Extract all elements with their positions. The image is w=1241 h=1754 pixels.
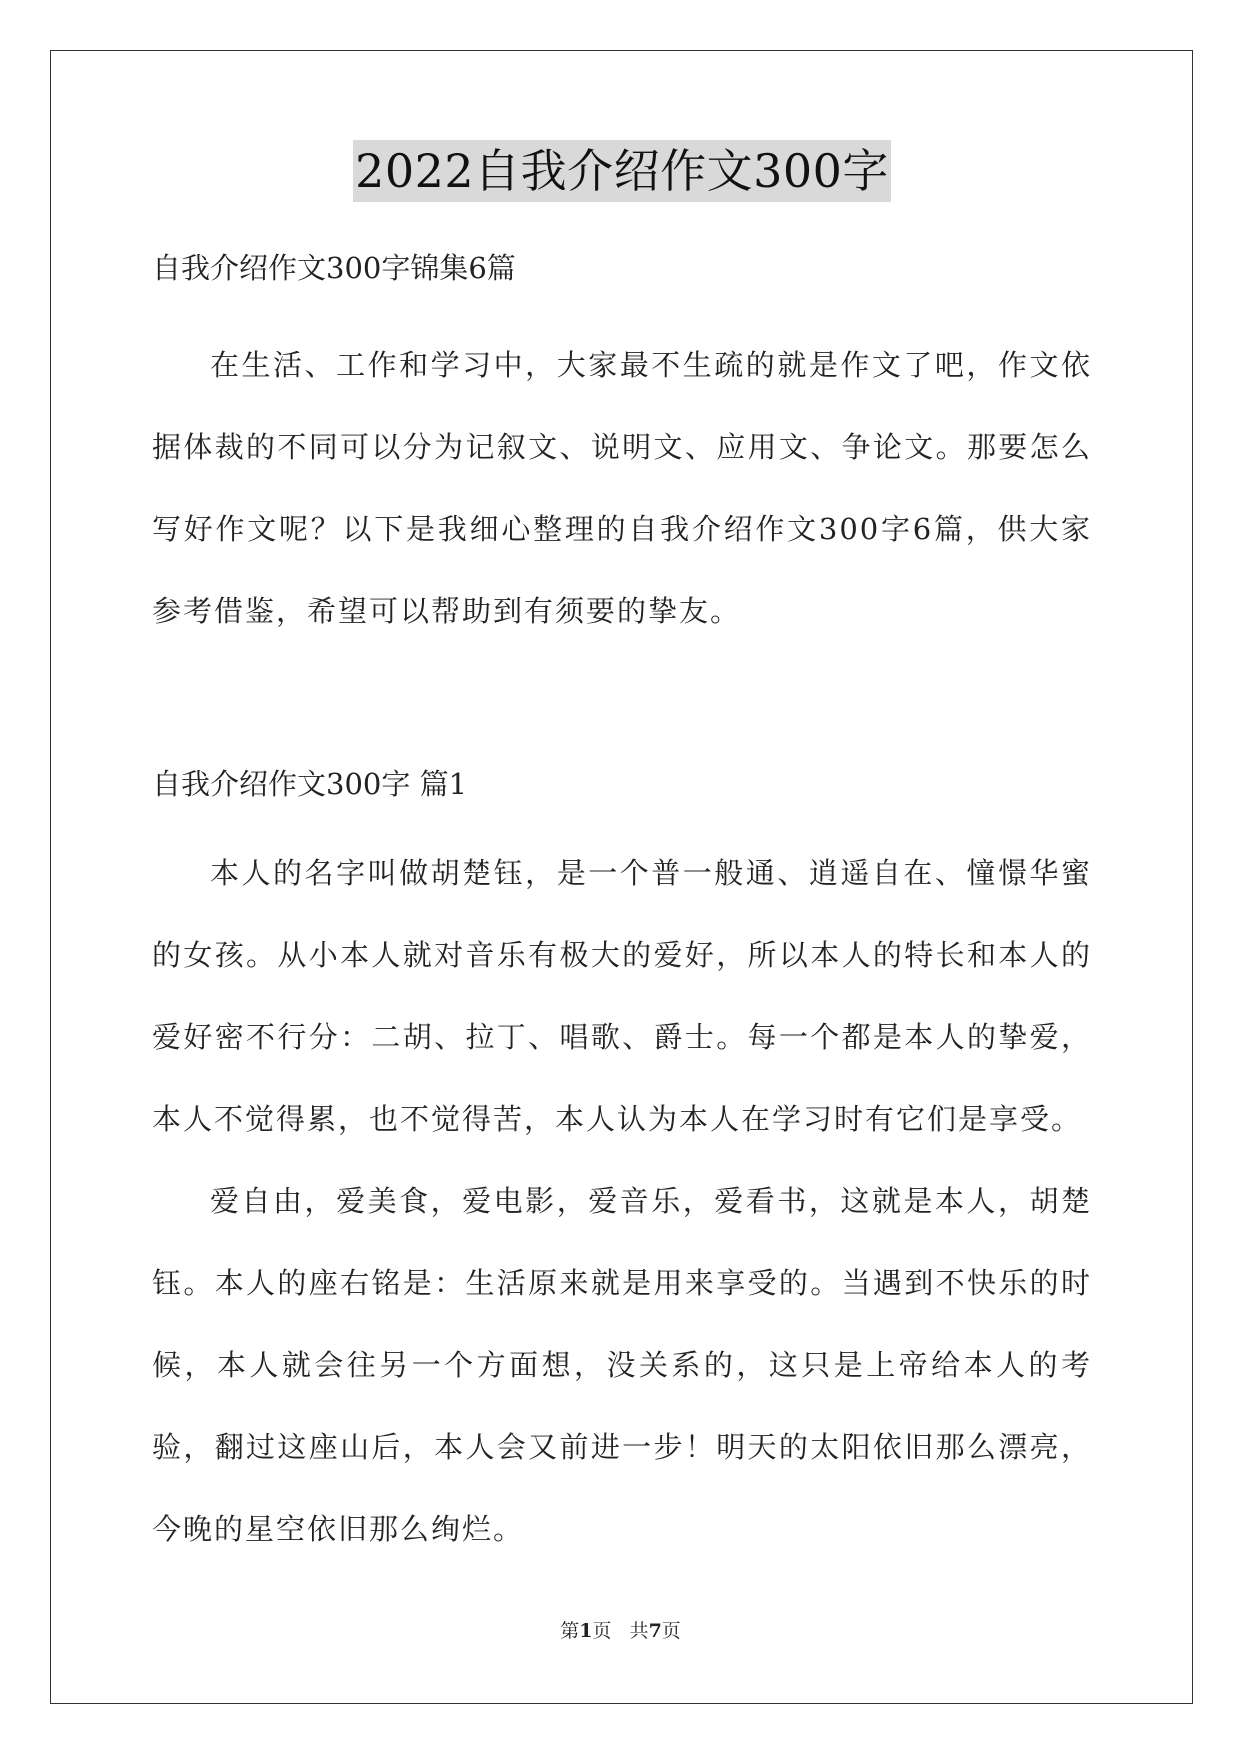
footer-total-pages: 7: [648, 1620, 662, 1642]
section-heading-1: 自我介绍作文300字 篇1: [152, 767, 468, 801]
document-title: 2022自我介绍作文300字: [353, 140, 891, 202]
footer-middle: 页 共: [592, 1620, 649, 1642]
section1-paragraph-2: 爱自由，爱美食，爱电影，爱音乐，爱看书，这就是本人，胡楚钰。本人的座右铭是：生活原来就是用来享受的。当遇到不快乐的时候，本人就会往另一个方面想，没关系的，这只是上帝给本人的考验，翻过这座山后，本人会又前进一步！明天的太阳依旧那么漂亮，今晚的星空依旧那么绚烂。: [152, 1184, 1092, 1546]
intro-paragraph: 在生活、工作和学习中，大家最不生疏的就是作文了吧，作文依据体裁的不同可以分为记叙文、说明文、应用文、争论文。那要怎么写好作文呢？以下是我细心整理的自我介绍作文300字6篇，供大家参考借鉴，希望可以帮助到有须要的挚友。: [152, 348, 1092, 628]
page-footer: [0, 1616, 1241, 1643]
section1-paragraph-1: 本人的名字叫做胡楚钰，是一个普一般通、逍遥自在、憧憬华蜜的女孩。从小本人就对音乐有极大的爱好，所以本人的特长和本人的爱好密不行分：二胡、拉丁、唱歌、爵士。每一个都是本人的挚爱，本人不觉得累，也不觉得苦，本人认为本人在学习时有它们是享受。: [152, 856, 1092, 1136]
footer-current-page: 1: [579, 1620, 593, 1642]
footer-suffix: 页: [661, 1620, 681, 1642]
document-body: [152, 140, 1092, 1570]
footer-prefix: 第: [560, 1620, 580, 1642]
title-wrapper: [152, 140, 1092, 214]
document-subtitle: 自我介绍作文300字锦集6篇: [152, 251, 516, 285]
